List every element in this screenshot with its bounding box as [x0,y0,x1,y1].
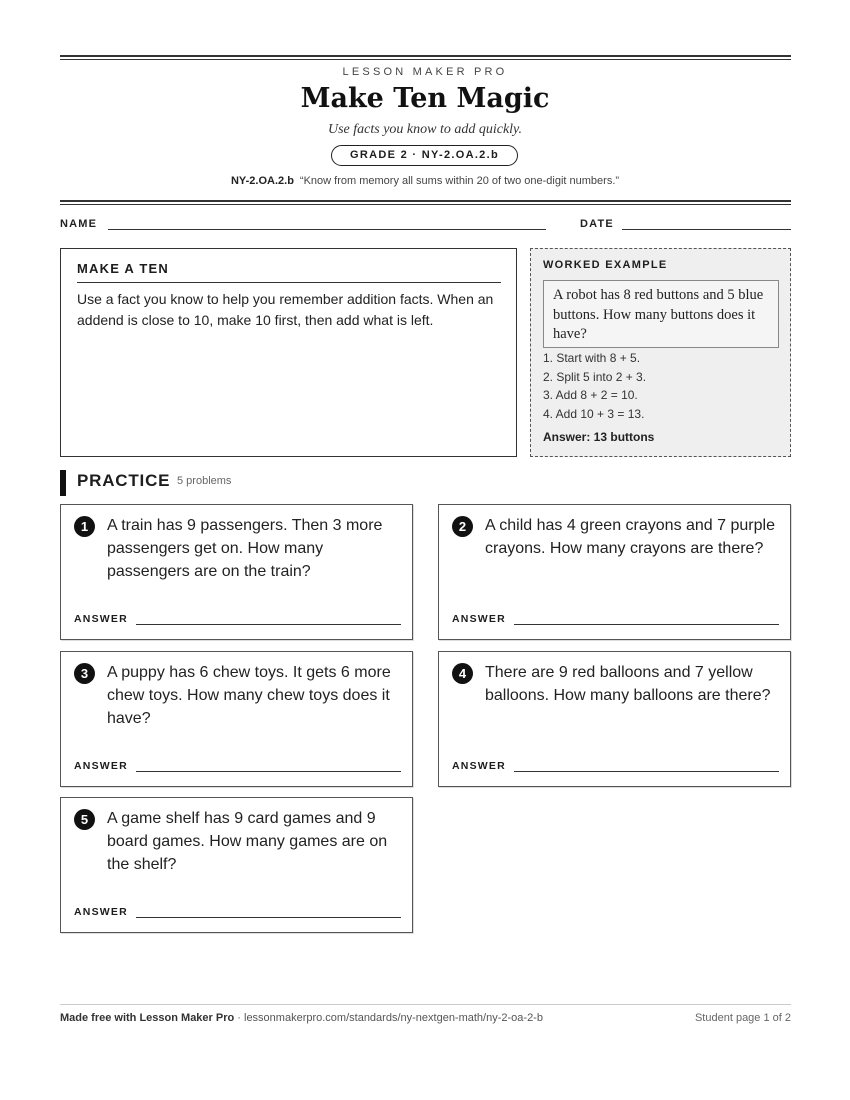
problem-card-4 [438,651,791,787]
concept-title: MAKE A TEN [77,261,169,276]
answer-label: ANSWER [74,760,128,772]
footer-url[interactable]: · lessonmakerpro.com/standards/ny-nextgen-math/ny-2-oa-2-b [234,1012,543,1024]
problem-text: A puppy has 6 chew toys. It gets 6 more chew toys. How many chew toys does it have? [107,664,391,727]
footer-made-with: Made free with Lesson Maker Pro [60,1012,235,1024]
top-rule-thick [60,55,791,57]
problem-card-2 [438,504,791,640]
problem-number-badge: 4 [452,663,473,684]
problem-number-badge: 5 [74,809,95,830]
practice-accent-bar [60,470,66,496]
answer-line[interactable] [514,624,779,625]
name-label: NAME [60,218,98,230]
problem-number-badge: 1 [74,516,95,537]
answer-label: ANSWER [74,613,128,625]
worked-example-box [530,248,791,457]
problem-text: A game shelf has 9 card games and 9 board games. How many games are on the shelf? [107,810,388,873]
problem-card-5 [60,797,413,933]
problem-text: A train has 9 passengers. Then 3 more passengers get on. How many passengers are on the train? [107,517,383,580]
name-field-line[interactable] [108,229,546,230]
footer-rule [60,1004,791,1005]
answer-line[interactable] [136,624,401,625]
standard-code: NY-2.OA.2.b [230,175,294,187]
problem-card-1 [60,504,413,640]
worked-example-answer: Answer: 13 buttons [543,430,655,444]
problem-number-badge: 2 [452,516,473,537]
header-rule-thick [60,200,791,202]
worked-step: 2. Split 5 into 2 + 3. [543,369,647,384]
date-field-line[interactable] [622,229,791,230]
worked-example-steps [543,349,646,424]
standard-line [0,175,850,187]
footer-credit [60,1012,543,1024]
worked-example-label: WORKED EXAMPLE [543,259,668,271]
concept-text: Use a fact you know to help you remember addition facts. When an addend is close to 10, make 10 first, then add what is left. [77,291,494,328]
top-rule-thin [60,59,791,60]
date-label: DATE [580,218,614,230]
concept-box [60,248,517,457]
answer-label: ANSWER [452,613,506,625]
standard-text: “Know from memory all sums within 20 of two one-digit numbers.” [299,175,620,187]
brand-label: LESSON MAKER PRO [342,66,508,78]
problem-number-badge: 3 [74,663,95,684]
problem-text: There are 9 red balloons and 7 yellow balloons. How many balloons are there? [485,664,771,704]
worked-step: 3. Add 8 + 2 = 10. [543,388,638,403]
header-rule-thin [60,204,791,205]
practice-count: 5 problems [177,475,232,487]
worked-step: 1. Start with 8 + 5. [543,351,641,365]
grade-standard-pill: GRADE 2 · NY-2.OA.2.b [331,145,518,166]
answer-line[interactable] [514,771,779,772]
problem-text: A child has 4 green crayons and 7 purple crayons. How many crayons are there? [485,517,775,557]
concept-divider [77,282,501,283]
answer-label: ANSWER [452,760,506,772]
worksheet-subtitle: Use facts you know to add quickly. [327,122,523,137]
answer-line[interactable] [136,771,401,772]
answer-line[interactable] [136,917,401,918]
practice-title: PRACTICE [77,471,171,490]
problem-card-3 [60,651,413,787]
footer-page-number: Student page 1 of 2 [694,1012,791,1024]
answer-label: ANSWER [74,906,128,918]
worked-step: 4. Add 10 + 3 = 13. [543,407,645,422]
worked-example-problem: A robot has 8 red buttons and 5 blue buttons. How many buttons does it have? [543,280,779,348]
worksheet-title: Make Ten Magic [300,83,550,114]
